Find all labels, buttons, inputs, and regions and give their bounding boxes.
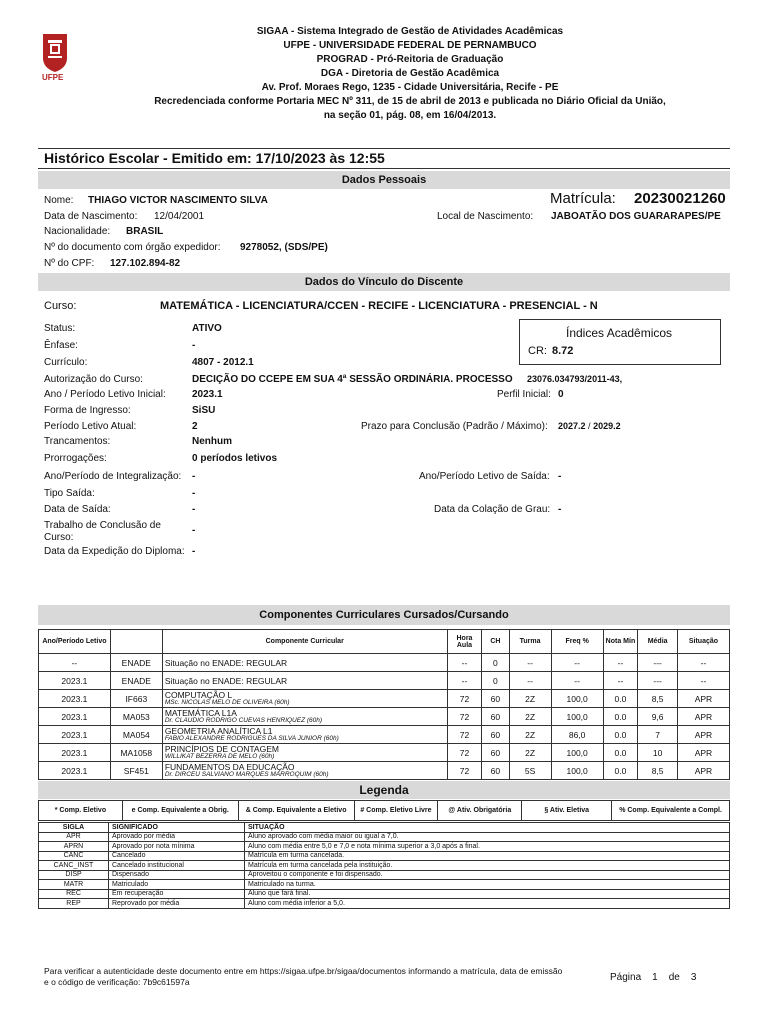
prazo-value [558,421,621,431]
page-number: 1 [652,972,658,983]
cell-hora: 72 [447,690,482,708]
header-line: UFPE - UNIVERSIDADE FEDERAL DE PERNAMBUCO [283,40,537,51]
cell-freq: 100,0 [551,690,603,708]
cpf-label: Nº do CPF: [44,258,95,269]
section-dados-pessoais: Dados Pessoais [38,171,730,189]
header-line: PROGRAD - Pró-Reitoria de Graduação [316,54,504,65]
page-label: Página [610,972,642,983]
integralizacao-label: Ano/Período de Integralização: [44,471,182,482]
tipo-saida-value: - [192,488,196,499]
legend-row [39,842,730,852]
prazo-separator: / [588,421,591,431]
legenda-col-significado: SIGNIFICADO [109,823,245,833]
periodo-atual-value: 2 [192,421,198,432]
legend-row [39,880,730,890]
cell-situacao: APR [677,708,729,726]
cell-ano: 2023.1 [39,672,111,690]
legend-symbol: & Comp. Equivalente a Eletivo [238,801,354,821]
cell-ch: 60 [482,762,509,780]
autorizacao-label: Autorização do Curso: [44,374,143,385]
tipo-saida-label: Tipo Saída: [44,488,95,499]
indices-box [519,319,721,365]
componente-nome: FUNDAMENTOS DA EDUCAÇÃO [164,761,295,772]
legend-significado: Matriculado [109,880,245,890]
cell-freq: 100,0 [551,708,603,726]
legend-sigla: MATR [39,880,109,890]
ano-inicial-label: Ano / Período Letivo Inicial: [44,389,166,400]
cell-nota: 0.0 [603,726,638,744]
cell-ch: 60 [482,726,509,744]
matricula-value: 20230021260 [634,190,726,207]
documento-label: Nº do documento com órgão expedidor: [44,242,221,253]
componente-nome: COMPUTAÇÃO L [164,689,233,700]
table-row [39,708,730,726]
cell-componente [162,762,447,780]
legend-situacao: Aluno com média entre 5,0 e 7,0 e nota mínima superior a 3,0 após a final. [245,842,730,852]
legend-row [39,870,730,880]
cell-componente [162,654,447,672]
col-hora: Hora Aula [447,630,482,654]
componente-nome: Situação no ENADE: REGULAR [164,657,288,668]
table-row [39,690,730,708]
cell-componente [162,690,447,708]
cell-media: --- [638,654,678,672]
cell-componente [162,708,447,726]
page-of-label: de [668,972,680,983]
cell-media: 10 [638,744,678,762]
cell-situacao: APR [677,690,729,708]
cell-ch: 0 [482,672,509,690]
table-row [39,726,730,744]
legend-row [39,889,730,899]
cell-media: --- [638,672,678,690]
col-ano: Ano/Período Letivo [39,630,111,654]
col-nota: Nota Mín [603,630,638,654]
cell-nota: 0.0 [603,708,638,726]
legend-sigla: CANC_INST [39,861,109,871]
status-value: ATIVO [192,323,222,334]
table-row [39,672,730,690]
tcc-label: Trabalho de Conclusão de Curso: [44,520,161,543]
status-label: Status: [44,323,76,334]
cell-ano: 2023.1 [39,726,111,744]
legend-significado: Cancelado institucional [109,861,245,871]
ingresso-value: SiSU [192,405,216,416]
autorizacao-value: DECIÇÃO DO CCEPE EM SUA 4ª SESSÃO ORDINÁRIA. PROCESSO [192,374,513,385]
legend-significado: Cancelado [109,851,245,861]
perfil-value: 0 [558,389,564,400]
legend-significado: Em recuperação [109,889,245,899]
header-line: SIGAA - Sistema Integrado de Gestão de Atividades Acadêmicas [256,26,564,37]
colacao-value: - [558,504,562,515]
saida-value: - [558,471,562,482]
diploma-value: - [192,546,196,557]
cell-situacao: APR [677,762,729,780]
cell-codigo: MA053 [110,708,162,726]
legenda-col-situacao: SITUAÇÃO [245,823,730,833]
cell-freq: -- [551,654,603,672]
col-situacao: Situação [677,630,729,654]
componentes-table [38,629,730,780]
legend-sigla: APR [39,832,109,842]
cell-hora: 72 [447,762,482,780]
legend-symbol: e Comp. Equivalente a Obrig. [122,801,238,821]
diploma-label: Data da Expedição do Diploma: [44,546,185,557]
enfase-label: Ênfase: [44,340,78,351]
col-ch: CH [482,630,509,654]
prorrogacoes-value: 0 períodos letivos [192,453,278,464]
autorizacao-processo: 23076.034793/2011-43, [527,374,623,384]
legend-symbol: @ Ativ. Obrigatória [438,801,522,821]
cell-media: 9,6 [638,708,678,726]
legend-situacao: Aluno com média inferior a 5,0. [245,899,730,909]
legend-row [39,861,730,871]
documento-value: 9278052, (SDS/PE) [240,242,328,253]
legend-symbol: # Comp. Eletivo Livre [354,801,438,821]
cell-situacao: APR [677,726,729,744]
page-indicator [610,972,705,983]
cell-turma: 2Z [509,726,551,744]
saida-label: Ano/Período Letivo de Saída: [419,471,550,482]
divider [38,148,730,149]
legend-situacao: Aluno que fará final. [245,889,730,899]
legend-situacao: Matriculado na turma. [245,880,730,890]
curriculo-label: Currículo: [44,357,88,368]
cell-turma: 5S [509,762,551,780]
componentes-header-row [39,630,730,654]
cell-codigo: MA1058 [110,744,162,762]
legend-symbol: % Comp. Equivalente a Compl. [612,801,730,821]
cpf-value: 127.102.894-82 [110,258,181,269]
header-line: na seção 01, pág. 08, em 16/04/2013. [323,110,497,121]
cell-turma: 2Z [509,690,551,708]
indices-title: Índices Acadêmicos [566,326,673,340]
table-row [39,744,730,762]
cell-turma: -- [509,654,551,672]
periodo-atual-label: Período Letivo Atual: [44,421,137,432]
cell-nota: 0.0 [603,690,638,708]
cell-situacao: -- [677,654,729,672]
legenda-table [38,822,730,909]
nacionalidade-value: BRASIL [126,226,164,237]
cell-ano: 2023.1 [39,708,111,726]
prazo-padrao: 2027.2 [558,421,586,431]
ano-inicial-value: 2023.1 [192,389,223,400]
cell-ch: 60 [482,744,509,762]
cell-ano: -- [39,654,111,672]
legend-significado: Aprovado por média [109,832,245,842]
curso-value: MATEMÁTICA - LICENCIATURA/CCEN - RECIFE - LICENCIATURA - PRESENCIAL - N [160,300,598,312]
cell-media: 7 [638,726,678,744]
col-componente: Componente Curricular [162,630,447,654]
section-legenda: Legenda [38,781,730,799]
componente-professor: MSc. NICOLAS MELO DE OLIVEIRA (60h) [164,698,290,706]
legend-symbol: § Ativ. Eletiva [522,801,612,821]
componente-professor: WILLIKAT BEZERRA DE MELO (60h) [164,752,275,760]
ufpe-logo [40,32,70,80]
institution-header [130,25,690,123]
section-vinculo: Dados do Vínculo do Discente [38,273,730,291]
nome-value: THIAGO VICTOR NASCIMENTO SILVA [88,195,268,206]
cell-media: 8,5 [638,690,678,708]
legend-significado: Reprovado por média [109,899,245,909]
cell-ch: 0 [482,654,509,672]
header-line: Av. Prof. Moraes Rego, 1235 - Cidade Universitária, Recife - PE [261,82,559,93]
legend-sigla: DISP [39,870,109,880]
cell-freq: 100,0 [551,762,603,780]
cell-nota: 0.0 [603,744,638,762]
cell-freq: 86,0 [551,726,603,744]
header-line: DGA - Diretoria de Gestão Acadêmica [320,68,500,79]
cell-codigo: MA054 [110,726,162,744]
verification-note: Para verificar a autenticidade deste documento entre em https://sigaa.ufpe.br/sigaa/documentos informando a matrícula, data de emissão e o código de verificação: 7b9c61597a [44,966,563,987]
cell-ano: 2023.1 [39,762,111,780]
integralizacao-value: - [192,471,196,482]
cell-componente [162,744,447,762]
legend-sigla: REP [39,899,109,909]
cell-situacao: -- [677,672,729,690]
cell-nota: -- [603,654,638,672]
componente-professor: FABIO ALEXANDRE RODRIGUES DA SILVA JUNIOR (60h) [164,734,339,742]
legenda-col-sigla: SIGLA [39,823,109,833]
tcc-value: - [192,525,196,536]
prazo-label: Prazo para Conclusão (Padrão / Máximo): [361,421,548,432]
perfil-label: Perfil Inicial: [497,389,551,400]
componente-nome: MATEMÁTICA L1A [164,707,237,718]
logo-text: UFPE [42,73,64,82]
cell-freq: -- [551,672,603,690]
cr-label: CR: [528,345,547,357]
legend-significado: Aprovado por nota mínima [109,842,245,852]
cell-media: 8,5 [638,762,678,780]
nascimento-value: 12/04/2001 [154,211,205,222]
legend-situacao: Aproveitou o componente e foi dispensado. [245,870,730,880]
legend-sigla: APRN [39,842,109,852]
cell-hora: -- [447,654,482,672]
legenda-symbols [38,800,730,821]
cell-componente [162,726,447,744]
page-total: 3 [690,972,697,983]
nascimento-label: Data de Nascimento: [44,211,138,222]
cell-situacao: APR [677,744,729,762]
local-nascimento-label: Local de Nascimento: [437,211,534,222]
curriculo-value: 4807 - 2012.1 [192,357,254,368]
header-line: Recredenciada conforme Portaria MEC Nº 311, de 15 de abril de 2013 e publicada no Diário Oficial da União, [154,96,666,107]
col-turma: Turma [509,630,551,654]
legend-significado: Dispensado [109,870,245,880]
cell-hora: 72 [447,708,482,726]
legend-situacao: Matrícula em turma cancelada. [245,851,730,861]
data-saida-label: Data de Saída: [44,504,111,515]
componente-nome: PRINCÍPIOS DE CONTAGEM [164,743,279,754]
cr-value: 8.72 [552,345,574,357]
componente-professor: Dr. CLAUDIO RODRIGO CUEVAS HENRIQUEZ (60h) [164,716,323,724]
nome-label: Nome: [44,195,74,206]
legend-situacao: Matrícula em turma cancelada pela instituição. [245,861,730,871]
divider [38,168,730,169]
legend-row [39,899,730,909]
legend-row [39,851,730,861]
colacao-label: Data da Colação de Grau: [434,504,551,515]
cell-hora: 72 [447,726,482,744]
legend-situacao: Aluno aprovado com média maior ou igual a 7,0. [245,832,730,842]
cell-hora: 72 [447,744,482,762]
cell-codigo: IF663 [110,690,162,708]
cell-turma: 2Z [509,744,551,762]
prazo-maximo: 2029.2 [593,421,621,431]
cell-hora: -- [447,672,482,690]
cell-codigo: ENADE [110,654,162,672]
enfase-value: - [192,340,196,351]
prorrogacoes-label: Prorrogações: [44,453,107,464]
ingresso-label: Forma de Ingresso: [44,405,131,416]
cell-ch: 60 [482,690,509,708]
table-row [39,654,730,672]
cell-turma: 2Z [509,708,551,726]
section-componentes: Componentes Curriculares Cursados/Cursando [38,605,730,625]
col-media: Média [638,630,678,654]
componente-nome: GEOMETRIA ANALÍTICA L1 [164,725,273,736]
trancamentos-label: Trancamentos: [44,436,111,447]
cell-freq: 100,0 [551,744,603,762]
trancamentos-value: Nenhum [192,436,232,447]
cell-nota: 0.0 [603,762,638,780]
componente-nome: Situação no ENADE: REGULAR [164,675,288,686]
cell-nota: -- [603,672,638,690]
col-codigo [110,630,162,654]
componente-professor: Dr. DIRCEU SALVIANO MARQUES MARROQUIM (60h) [164,770,329,778]
legend-row [39,832,730,842]
data-saida-value: - [192,504,196,515]
table-row [39,762,730,780]
cell-codigo: ENADE [110,672,162,690]
matricula-label: Matrícula: [550,190,616,207]
legend-sigla: REC [39,889,109,899]
cell-ano: 2023.1 [39,690,111,708]
curso-label: Curso: [44,300,77,312]
cell-componente [162,672,447,690]
col-freq: Freq % [551,630,603,654]
cell-ch: 60 [482,708,509,726]
legend-symbol: * Comp. Eletivo [39,801,123,821]
legend-sigla: CANC [39,851,109,861]
document-title: Histórico Escolar - Emitido em: 17/10/2023 às 12:55 [44,150,385,166]
cell-codigo: SF451 [110,762,162,780]
cell-ano: 2023.1 [39,744,111,762]
nacionalidade-label: Nacionalidade: [44,226,111,237]
cell-turma: -- [509,672,551,690]
local-nascimento-value: JABOATÃO DOS GUARARAPES/PE [551,211,721,222]
